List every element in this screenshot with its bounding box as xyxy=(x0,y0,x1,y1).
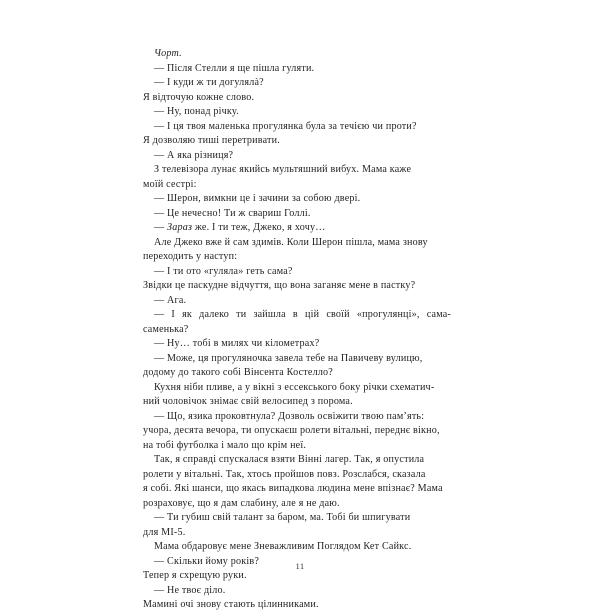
text-line: Тепер я схрещую руки. xyxy=(143,570,247,581)
text-line: Але Джеко вже й сам здимів. Коли Шерон пішла, мама знову xyxy=(154,236,428,248)
page-number: 11 xyxy=(295,561,305,571)
text-line: Я відточую кожне слово. xyxy=(143,91,255,103)
text-line: ролети у вітальні. Так, хтось пройшов повз. Розслабся, сказала xyxy=(143,468,426,480)
text-line: учора, десята вечора, ти опускаєш ролети вітальні, переднє вікно, xyxy=(143,425,440,436)
text-line: ний чоловічок знімає свій велосипед з порома. xyxy=(143,396,353,407)
text-line: — Не твоє діло. xyxy=(154,584,226,596)
text-line: — А яка різниця? xyxy=(154,149,234,161)
text-line: переходить у наступ: xyxy=(143,251,238,262)
text-line: я собі. Які шанси, що якась випадкова людина мене впізнає? Мама xyxy=(143,483,443,494)
text-line: З телевізора лунає якийсь мультяшний вибух. Мама каже xyxy=(154,164,412,175)
text-line: — Після Стелли я ще пішла гуляти. xyxy=(154,62,315,74)
text-line: — І як далеко ти зайшла в цій своїй «прогулянці», сама-саменька? xyxy=(143,309,451,335)
text-line: — Це нечесно! Ти ж свариш Голлі. xyxy=(154,207,311,219)
text-line: — І ти ото «гуляла» геть сама? xyxy=(154,265,293,277)
text-line: Кухня ніби пливе, а у вікні з ессекського боку річки схематич- xyxy=(154,381,435,393)
line-dash: — xyxy=(154,222,168,233)
text-line: моїй сестрі: xyxy=(143,178,197,190)
line-rest: же. І ти теж, Джеко, я хочу… xyxy=(192,222,326,233)
text-line: розраховує, що я дам слабину, але я не даю. xyxy=(143,497,340,509)
text-line: Я дозволяю тиші перетривати. xyxy=(143,135,280,146)
text-line: — Ага. xyxy=(154,294,187,306)
text-line: на тобі футболка і мало що крім неї. xyxy=(143,439,307,451)
text-line: — Ти губиш свій талант за баром, ма. Тобі би шпигувати xyxy=(154,512,411,523)
line-italic-lead: Чорт. xyxy=(154,48,182,59)
text-line: — Ну… тобі в милях чи кілометрах? xyxy=(154,338,320,349)
text-line: — І ця твоя маленька прогулянка була за течією чи проти? xyxy=(154,120,417,132)
text-line: додому до такого собі Вінсента Костелло? xyxy=(143,367,333,378)
text-line: — Ну, понад річку. xyxy=(154,106,239,117)
text-line: — І куди ж ти догулялà? xyxy=(154,77,264,88)
text-line: Звідки це паскудне відчуття, що вона заганяє мене в пастку? xyxy=(143,280,416,291)
text-line: Мама обдаровує мене Зневажливим Поглядом Кет Сайкс. xyxy=(154,541,412,552)
text-line: — Скільки йому років? xyxy=(154,555,260,567)
text-line: — Шерон, вимкни це і зачини за собою двері. xyxy=(154,193,361,204)
line-italic-word: Зараз xyxy=(167,222,193,233)
text-line: Мамині очі знову стають цілинниками. xyxy=(143,599,319,610)
text-line: — Може, ця прогуляночка завела тебе на Павичеву вулицю, xyxy=(154,352,423,364)
text-line: Так, я справді спускалася взяти Вінні лагер. Так, я опустила xyxy=(154,454,425,465)
text-line xyxy=(143,47,451,62)
page-text-block xyxy=(143,47,451,613)
text-line: — Що, язика проковтнула? Дозволь освіжити твою пам’ять: xyxy=(154,410,425,422)
text-line: для МІ-5. xyxy=(143,526,186,538)
text-line-italic-mixed xyxy=(143,221,451,236)
